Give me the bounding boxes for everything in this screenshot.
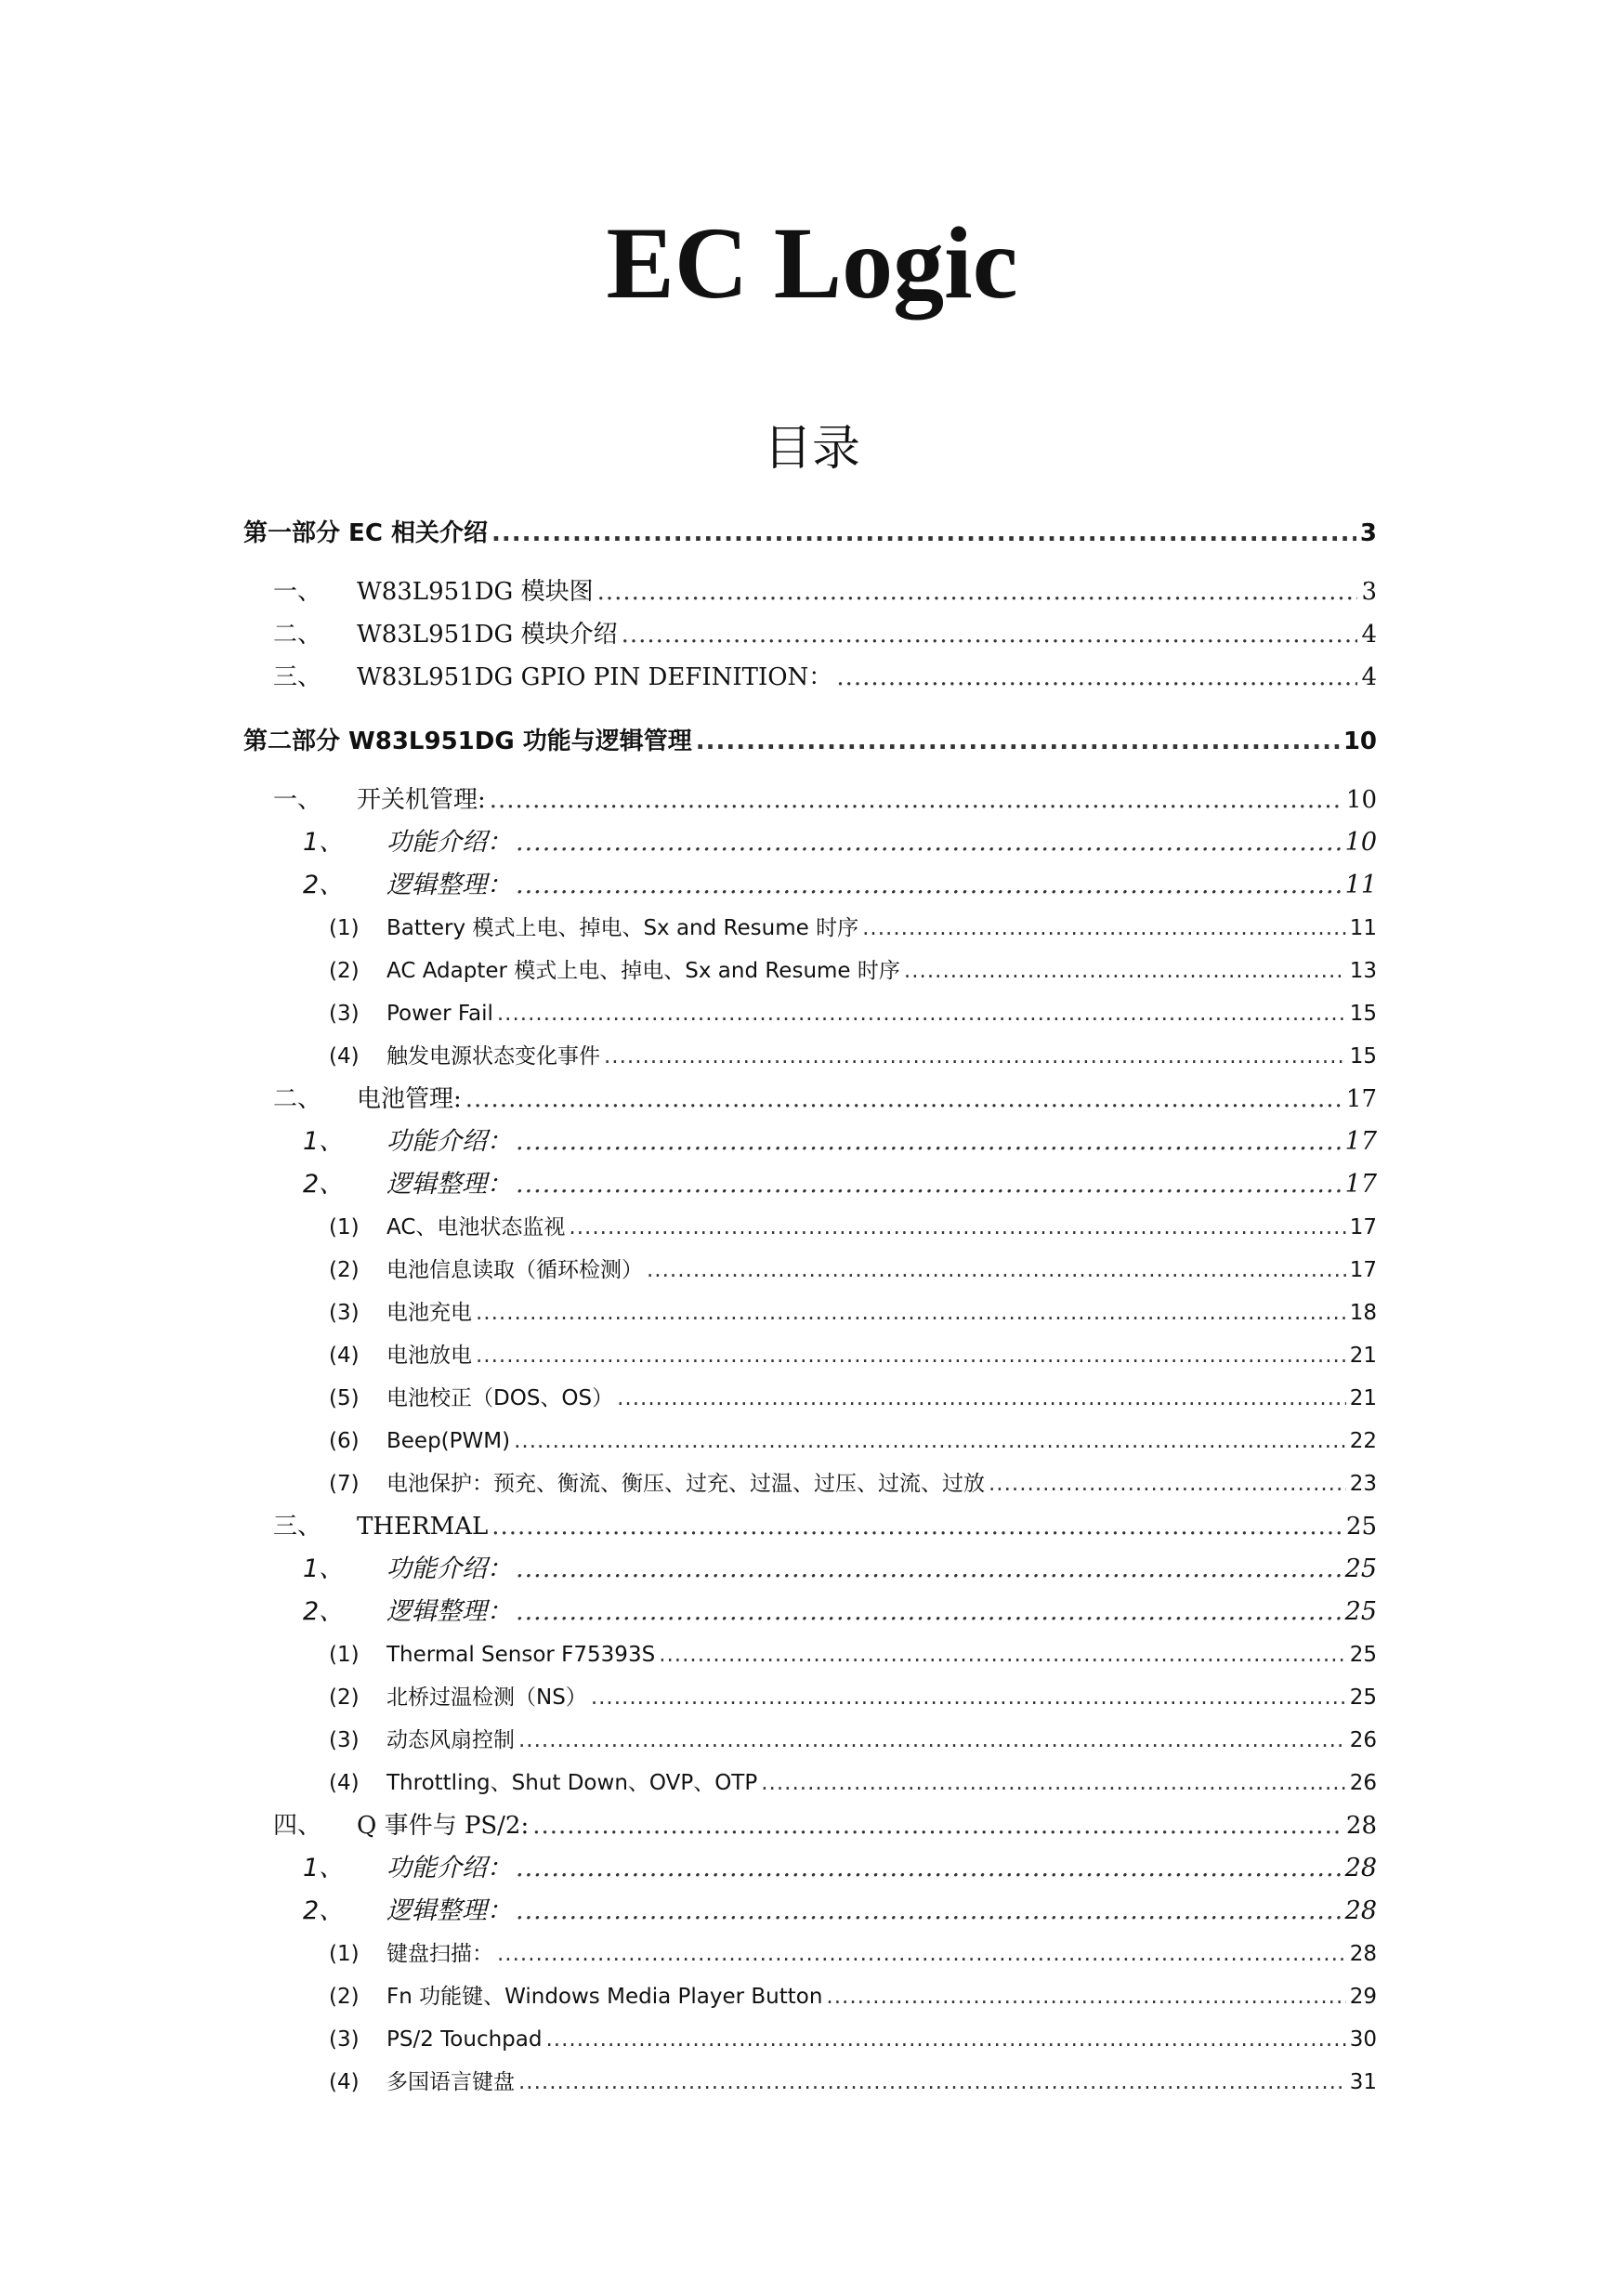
toc-entry-page: 15 xyxy=(1349,1002,1377,1026)
toc-entry[interactable] xyxy=(243,1377,1377,1420)
toc-entry[interactable] xyxy=(243,2061,1377,2104)
toc-leader-dots xyxy=(761,1762,1345,1804)
toc-entry-page: 28 xyxy=(1349,1942,1377,1966)
toc-entry[interactable] xyxy=(243,1420,1377,1462)
toc-leader-dots xyxy=(659,1633,1346,1676)
toc-entry-title: 第二部分 W83L951DG 功能与逻辑管理 xyxy=(243,728,692,755)
toc-entry-title: W83L951DG 模块图 xyxy=(357,578,594,606)
toc-entry[interactable] xyxy=(243,1804,1377,1847)
toc-entry-number: (1) xyxy=(329,1215,360,1239)
toc-entry[interactable] xyxy=(243,1163,1377,1206)
toc-entry-page: 22 xyxy=(1349,1429,1377,1453)
toc-leader-dots xyxy=(516,1890,1342,1933)
toc-entry-page: 17 xyxy=(1349,1258,1377,1282)
toc-entry-title: 北桥过温检测（NS） xyxy=(386,1685,587,1710)
toc-entry[interactable] xyxy=(243,2018,1377,2061)
toc-entry-number: 三、 xyxy=(273,1513,322,1541)
toc-entry[interactable] xyxy=(243,1933,1377,1975)
toc-entry-title: Fn 功能键、Windows Media Player Button xyxy=(386,1985,823,2009)
toc-entry[interactable] xyxy=(243,1548,1377,1591)
table-of-contents xyxy=(243,509,1377,2104)
toc-entry[interactable] xyxy=(243,1762,1377,1804)
toc-entry-number: (3) xyxy=(329,1301,360,1325)
toc-entry-page: 26 xyxy=(1349,1771,1377,1795)
toc-entry-number: (4) xyxy=(329,1344,360,1368)
toc-entry-page: 31 xyxy=(1349,2070,1377,2094)
toc-entry[interactable] xyxy=(243,992,1377,1035)
toc-entry[interactable] xyxy=(243,1975,1377,2018)
toc-leader-dots xyxy=(604,1035,1346,1078)
toc-entry-title: AC Adapter 模式上电、掉电、Sx and Resume 时序 xyxy=(386,959,900,983)
toc-entry-page: 28 xyxy=(1344,1896,1377,1925)
toc-leader-dots xyxy=(491,1505,1342,1548)
toc-entry-title: Battery 模式上电、掉电、Sx and Resume 时序 xyxy=(386,916,859,940)
toc-entry[interactable] xyxy=(243,656,1377,699)
toc-entry-title: W83L951DG 模块介绍 xyxy=(357,621,618,649)
toc-leader-dots xyxy=(516,1121,1342,1163)
toc-leader-dots xyxy=(497,992,1346,1035)
toc-entry-title: 逻辑整理： xyxy=(386,1170,512,1199)
toc-entry[interactable] xyxy=(243,821,1377,864)
toc-leader-dots xyxy=(516,1548,1342,1591)
toc-entry-page: 21 xyxy=(1349,1344,1377,1368)
toc-entry-title: 多国语言键盘 xyxy=(386,2070,515,2094)
toc-entry-number: 一、 xyxy=(273,786,322,814)
toc-entry-title: 功能介绍： xyxy=(386,828,512,857)
toc-entry-title: 动态风扇控制 xyxy=(386,1728,515,1752)
toc-entry[interactable] xyxy=(243,1249,1377,1292)
toc-entry[interactable] xyxy=(243,779,1377,821)
toc-entry-number: 二、 xyxy=(273,621,322,649)
toc-leader-dots xyxy=(518,1719,1346,1762)
toc-leader-dots xyxy=(622,613,1358,656)
toc-entry-number: (3) xyxy=(329,1002,360,1026)
toc-entry[interactable] xyxy=(243,1462,1377,1505)
toc-entry-number: 四、 xyxy=(273,1812,322,1840)
toc-entry-page: 30 xyxy=(1349,2027,1377,2052)
toc-entry-number: 2、 xyxy=(303,1170,345,1199)
toc-entry[interactable] xyxy=(243,864,1377,907)
toc-entry[interactable] xyxy=(243,570,1377,613)
toc-entry-number: 三、 xyxy=(273,663,322,691)
toc-leader-dots xyxy=(497,1933,1346,1975)
toc-entry-page: 3 xyxy=(1359,519,1377,547)
toc-entry-title: Thermal Sensor F75393S xyxy=(386,1643,656,1667)
toc-entry-page: 11 xyxy=(1344,871,1377,899)
toc-entry-title: 电池校正（DOS、OS） xyxy=(386,1386,614,1410)
toc-leader-dots xyxy=(516,821,1342,864)
toc-entry[interactable] xyxy=(243,1121,1377,1163)
toc-entry-page: 26 xyxy=(1349,1728,1377,1752)
toc-entry-number: 1、 xyxy=(303,1127,345,1156)
toc-entry-number: (4) xyxy=(329,2070,360,2094)
toc-entry-page: 15 xyxy=(1349,1044,1377,1069)
toc-entry-title: Q 事件与 PS/2: xyxy=(357,1812,530,1840)
toc-entry[interactable] xyxy=(243,1078,1377,1121)
toc-entry-page: 25 xyxy=(1349,1685,1377,1710)
toc-leader-dots xyxy=(476,1334,1346,1377)
toc-entry-title: 功能介绍： xyxy=(386,1854,512,1882)
toc-entry-page: 3 xyxy=(1361,578,1377,606)
toc-entry-page: 25 xyxy=(1344,1597,1377,1626)
toc-leader-dots xyxy=(597,570,1358,613)
toc-entry-page: 10 xyxy=(1342,728,1377,755)
toc-entry[interactable] xyxy=(243,1334,1377,1377)
toc-entry-title: Beep(PWM) xyxy=(386,1429,511,1453)
toc-entry[interactable] xyxy=(243,907,1377,950)
toc-entry-page: 11 xyxy=(1349,916,1377,940)
toc-entry[interactable] xyxy=(243,1719,1377,1762)
toc-entry-title: 触发电源状态变化事件 xyxy=(386,1044,600,1069)
toc-entry-page: 10 xyxy=(1345,786,1377,814)
toc-entry-number: (4) xyxy=(329,1771,360,1795)
toc-entry-title: 电池放电 xyxy=(386,1344,472,1368)
toc-entry-title: PS/2 Touchpad xyxy=(386,2027,543,2052)
toc-entry-title: 电池保护：预充、衡流、衡压、过充、过温、过压、过流、过放 xyxy=(386,1472,985,1496)
toc-entry-page: 23 xyxy=(1349,1472,1377,1496)
toc-heading: 目录 xyxy=(763,421,860,477)
toc-entry-title: Power Fail xyxy=(386,1002,493,1026)
toc-entry-number: 2、 xyxy=(303,1597,345,1626)
toc-leader-dots xyxy=(862,907,1346,950)
toc-entry-number: (1) xyxy=(329,1643,360,1667)
toc-entry-number: (7) xyxy=(329,1472,360,1496)
toc-entry-number: 1、 xyxy=(303,1554,345,1583)
toc-entry-page: 18 xyxy=(1349,1301,1377,1325)
toc-entry-page: 28 xyxy=(1344,1854,1377,1882)
document-title: EC Logic xyxy=(606,206,1018,320)
toc-entry-page: 29 xyxy=(1349,1985,1377,2009)
toc-entry-page: 17 xyxy=(1345,1085,1377,1113)
toc-entry-page: 25 xyxy=(1344,1554,1377,1583)
toc-entry[interactable] xyxy=(243,1035,1377,1078)
toc-entry-title: 功能介绍： xyxy=(386,1127,512,1156)
toc-entry[interactable] xyxy=(243,1890,1377,1933)
toc-entry-title: 功能介绍： xyxy=(386,1554,512,1583)
toc-leader-dots xyxy=(989,1462,1346,1505)
toc-entry-title: 电池管理: xyxy=(357,1085,462,1113)
toc-leader-dots xyxy=(518,2061,1346,2104)
toc-entry-title: Throttling、Shut Down、OVP、OTP xyxy=(386,1771,758,1795)
toc-entry-page: 28 xyxy=(1345,1812,1377,1840)
toc-leader-dots xyxy=(532,1804,1342,1847)
toc-leader-dots xyxy=(826,1975,1345,2018)
toc-leader-dots xyxy=(696,717,1340,766)
toc-entry-number: (3) xyxy=(329,2027,360,2052)
toc-leader-dots xyxy=(647,1249,1346,1292)
toc-entry-page: 25 xyxy=(1349,1643,1377,1667)
toc-entry-number: 二、 xyxy=(273,1085,322,1113)
toc-entry-page: 17 xyxy=(1349,1215,1377,1239)
toc-leader-dots xyxy=(516,1591,1342,1633)
toc-entry[interactable] xyxy=(243,1676,1377,1719)
toc-leader-dots xyxy=(591,1676,1346,1719)
toc-leader-dots xyxy=(516,864,1342,907)
toc-entry-number: 一、 xyxy=(273,578,322,606)
toc-leader-dots xyxy=(514,1420,1346,1462)
toc-entry-title: 逻辑整理： xyxy=(386,1597,512,1626)
toc-entry[interactable] xyxy=(243,1633,1377,1676)
toc-entry-number: (1) xyxy=(329,916,360,940)
toc-entry-page: 4 xyxy=(1361,621,1377,649)
toc-entry-number: 1、 xyxy=(303,828,345,857)
toc-entry-title: 逻辑整理： xyxy=(386,1896,512,1925)
toc-leader-dots xyxy=(904,950,1346,992)
toc-entry[interactable] xyxy=(243,613,1377,656)
toc-entry-title: 电池信息读取（循环检测） xyxy=(386,1258,643,1282)
toc-entry-number: (4) xyxy=(329,1044,360,1069)
toc-entry-number: 2、 xyxy=(303,1896,345,1925)
toc-entry[interactable] xyxy=(243,1847,1377,1890)
toc-entry-number: (2) xyxy=(329,959,360,983)
toc-leader-dots xyxy=(516,1163,1342,1206)
toc-entry-title: 逻辑整理： xyxy=(386,871,512,899)
toc-entry-number: (5) xyxy=(329,1386,360,1410)
toc-entry[interactable] xyxy=(243,1292,1377,1334)
toc-entry-number: (1) xyxy=(329,1942,360,1966)
toc-leader-dots xyxy=(491,509,1356,557)
toc-entry[interactable] xyxy=(243,950,1377,992)
toc-leader-dots xyxy=(617,1377,1346,1420)
toc-leader-dots xyxy=(465,1078,1342,1121)
toc-entry-page: 10 xyxy=(1344,828,1377,857)
toc-leader-dots xyxy=(545,2018,1345,2061)
toc-entry-number: (3) xyxy=(329,1728,360,1752)
toc-entry-number: (2) xyxy=(329,1258,360,1282)
toc-entry-number: 2、 xyxy=(303,871,345,899)
toc-leader-dots xyxy=(569,1206,1345,1249)
toc-entry[interactable] xyxy=(243,717,1377,766)
toc-leader-dots xyxy=(490,779,1342,821)
toc-entry-page: 17 xyxy=(1344,1127,1377,1156)
toc-entry-page: 25 xyxy=(1345,1513,1377,1541)
toc-entry[interactable] xyxy=(243,1591,1377,1633)
toc-entry-title: W83L951DG GPIO PIN DEFINITION： xyxy=(357,663,833,691)
toc-entry-page: 4 xyxy=(1361,663,1377,691)
toc-entry[interactable] xyxy=(243,1206,1377,1249)
toc-entry-page: 17 xyxy=(1344,1170,1377,1199)
toc-entry-title: AC、电池状态监视 xyxy=(386,1215,566,1239)
toc-leader-dots xyxy=(476,1292,1346,1334)
toc-entry[interactable] xyxy=(243,1505,1377,1548)
toc-leader-dots xyxy=(516,1847,1342,1890)
toc-entry-title: 电池充电 xyxy=(386,1301,472,1325)
toc-entry[interactable] xyxy=(243,509,1377,557)
toc-entry-number: (2) xyxy=(329,1985,360,2009)
toc-entry-number: (2) xyxy=(329,1685,360,1710)
toc-entry-title: THERMAL xyxy=(357,1513,489,1541)
toc-entry-title: 第一部分 EC 相关介绍 xyxy=(243,519,488,547)
toc-entry-title: 开关机管理: xyxy=(357,786,486,814)
toc-entry-title: 键盘扫描： xyxy=(386,1942,493,1966)
toc-leader-dots xyxy=(836,656,1357,699)
toc-entry-number: 1、 xyxy=(303,1854,345,1882)
toc-entry-page: 21 xyxy=(1349,1386,1377,1410)
toc-entry-page: 13 xyxy=(1349,959,1377,983)
toc-entry-number: (6) xyxy=(329,1429,360,1453)
